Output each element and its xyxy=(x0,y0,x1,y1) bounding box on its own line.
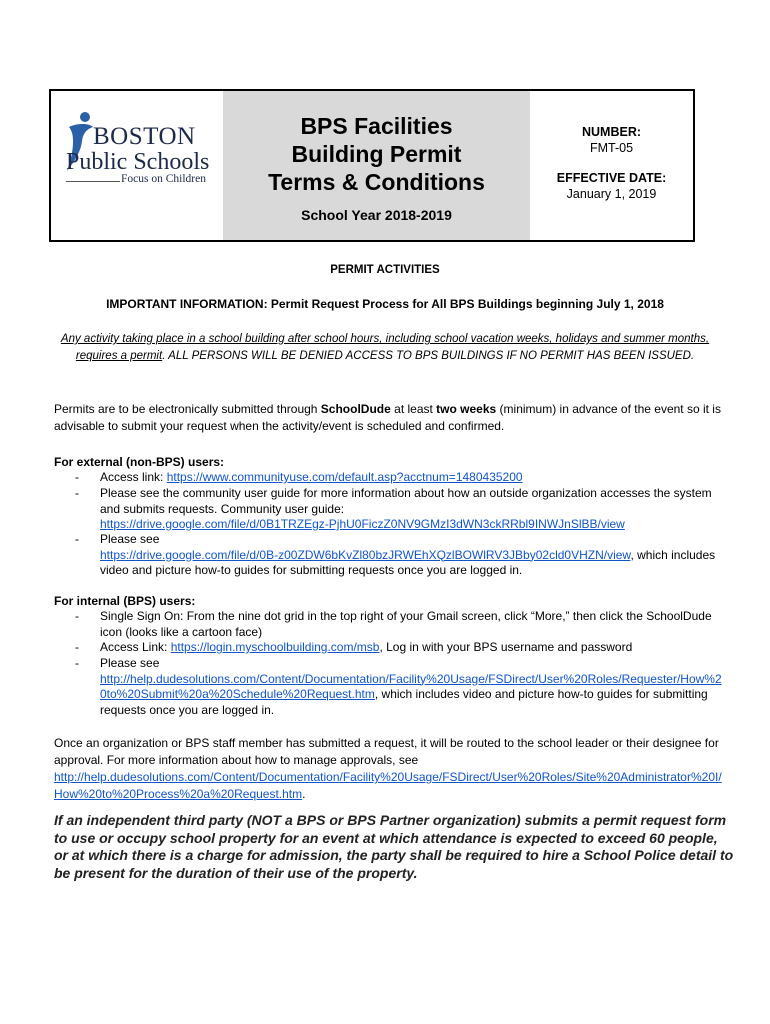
logo-boston-text: BOSTON xyxy=(93,123,196,150)
please-see-text: Please see xyxy=(100,532,160,546)
permit-required-notice xyxy=(50,331,720,365)
effective-date-label: EFFECTIVE DATE: xyxy=(556,171,667,185)
access-link-prefix: Access link: xyxy=(100,470,167,484)
logo-public-schools-text: Public Schools xyxy=(66,149,210,175)
number-label: NUMBER: xyxy=(581,125,642,139)
important-information: IMPORTANT INFORMATION: Permit Request Process for All BPS Buildings beginning July 1, 2018 xyxy=(106,297,664,311)
two-weeks-bold: two weeks xyxy=(436,402,497,416)
submission-text-2: at least xyxy=(390,402,437,416)
list-dash: - xyxy=(75,486,79,500)
how-to-guide-suffix: , which includes video and picture how-to guides for submitting requests once you are logged in. xyxy=(100,547,716,577)
school-year: School Year 2018-2019 xyxy=(301,207,452,223)
info-cell xyxy=(530,91,693,240)
header-box xyxy=(49,89,695,242)
list-item-text xyxy=(100,656,725,718)
submission-text-3: (minimum) in advance of the event so it is advisable to submit your request when the activity/event is scheduled and confirmed. xyxy=(54,402,721,433)
list-item-text xyxy=(100,532,725,579)
list-dash: - xyxy=(75,656,79,670)
list-item xyxy=(75,470,725,486)
title-cell xyxy=(223,91,530,240)
section-heading: PERMIT ACTIVITIES xyxy=(330,264,440,276)
list-item xyxy=(75,656,725,718)
list-dash: - xyxy=(75,470,79,484)
list-item-text xyxy=(100,486,725,533)
submission-text-1: Permits are to be electronically submitted through xyxy=(54,402,321,416)
internal-users-heading: For internal (BPS) users: xyxy=(54,594,196,608)
myschoolbuilding-link[interactable]: https://login.myschoolbuilding.com/msb xyxy=(170,640,380,654)
title-line-2: Building Permit xyxy=(291,141,462,167)
list-item xyxy=(75,532,725,579)
title-line-1: BPS Facilities xyxy=(300,113,453,139)
approval-guide-link[interactable]: http://help.dudesolutions.com/Content/Documentation/Facility%20Usage/FSDirect/User%20Roles/Site%20Administrator%20I/How%20to%20Process%20a%20Request.htm xyxy=(54,770,722,801)
police-detail-notice: If an independent third party (NOT a BPS or BPS Partner organization) submits a permit request form to use or occupy school property for an event at which attendance is expected to exceed 60 people, or at which there is a charge for admission, the party shall be required to hire a School Police detail to be present for the duration of their use of the property. xyxy=(54,812,734,881)
approval-text: Once an organization or BPS staff member has submitted a request, it will be routed to the school leader or their designee for approval. For more information about how to manage approvals, see xyxy=(54,736,719,767)
please-see-text: Please see xyxy=(100,656,160,670)
title-line-3: Terms & Conditions xyxy=(268,169,485,195)
list-item-text: Single Sign On: From the nine dot grid in the top right of your Gmail screen, click “More,” then click the SchoolDude icon (looks like a cartoon face) xyxy=(100,609,712,639)
external-users-heading: For external (non-BPS) users: xyxy=(54,455,225,469)
community-guide-link[interactable]: https://drive.google.com/file/d/0B1TRZEgz-PjhU0FiczZ0NV9GMzI3dWN3ckRRbl9INWJnSlBB/view xyxy=(100,517,625,531)
requester-guide-suffix: , which includes video and picture how-to guides for submitting requests once you are logged in. xyxy=(100,687,708,717)
approval-period: . xyxy=(302,787,306,801)
community-use-link[interactable]: https://www.communityuse.com/default.asp?acctnum=1480435200 xyxy=(166,470,523,484)
approval-paragraph xyxy=(54,735,724,803)
notice-underlined-text: Any activity taking place in a school building after school hours, including school vacation weeks, holidays and summer months, requires a permit xyxy=(60,333,710,362)
schooldude-bold: SchoolDude xyxy=(320,402,391,416)
requester-guide-link[interactable]: http://help.dudesolutions.com/Content/Documentation/Facility%20Usage/FSDirect/User%20Roles/Requester/How%20to%20Submit%20a%20Schedule%20Request.htm xyxy=(100,671,722,701)
logo-tagline: Focus on Children xyxy=(121,173,206,185)
list-dash: - xyxy=(75,532,79,546)
community-guide-text: Please see the community user guide for more information about how an outside organization accesses the system and submits requests. Community user guide: xyxy=(100,486,712,516)
logo-rule xyxy=(66,181,120,182)
access-link-prefix: Access Link: xyxy=(100,640,171,654)
number-value: FMT-05 xyxy=(589,141,634,155)
login-instruction-text: , Log in with your BPS username and password xyxy=(379,640,633,654)
list-item-text xyxy=(100,640,725,656)
effective-date-value: January 1, 2019 xyxy=(566,187,657,201)
list-item xyxy=(75,640,725,656)
notice-denied-text: . ALL PERSONS WILL BE DENIED ACCESS TO BPS BUILDINGS IF NO PERMIT HAS BEEN ISSUED. xyxy=(162,350,695,362)
submission-paragraph xyxy=(54,401,724,435)
list-item xyxy=(75,609,725,640)
how-to-guide-link[interactable]: https://drive.google.com/file/d/0B-z00ZDW6bKvZl80bzJRWEhXQzlBOWlRV3JBby02cld0VHZN/view xyxy=(100,547,631,562)
list-dash: - xyxy=(75,640,79,654)
logo-cell xyxy=(51,91,223,240)
list-item xyxy=(75,486,725,533)
list-dash: - xyxy=(75,609,79,623)
list-item-text xyxy=(100,470,725,486)
